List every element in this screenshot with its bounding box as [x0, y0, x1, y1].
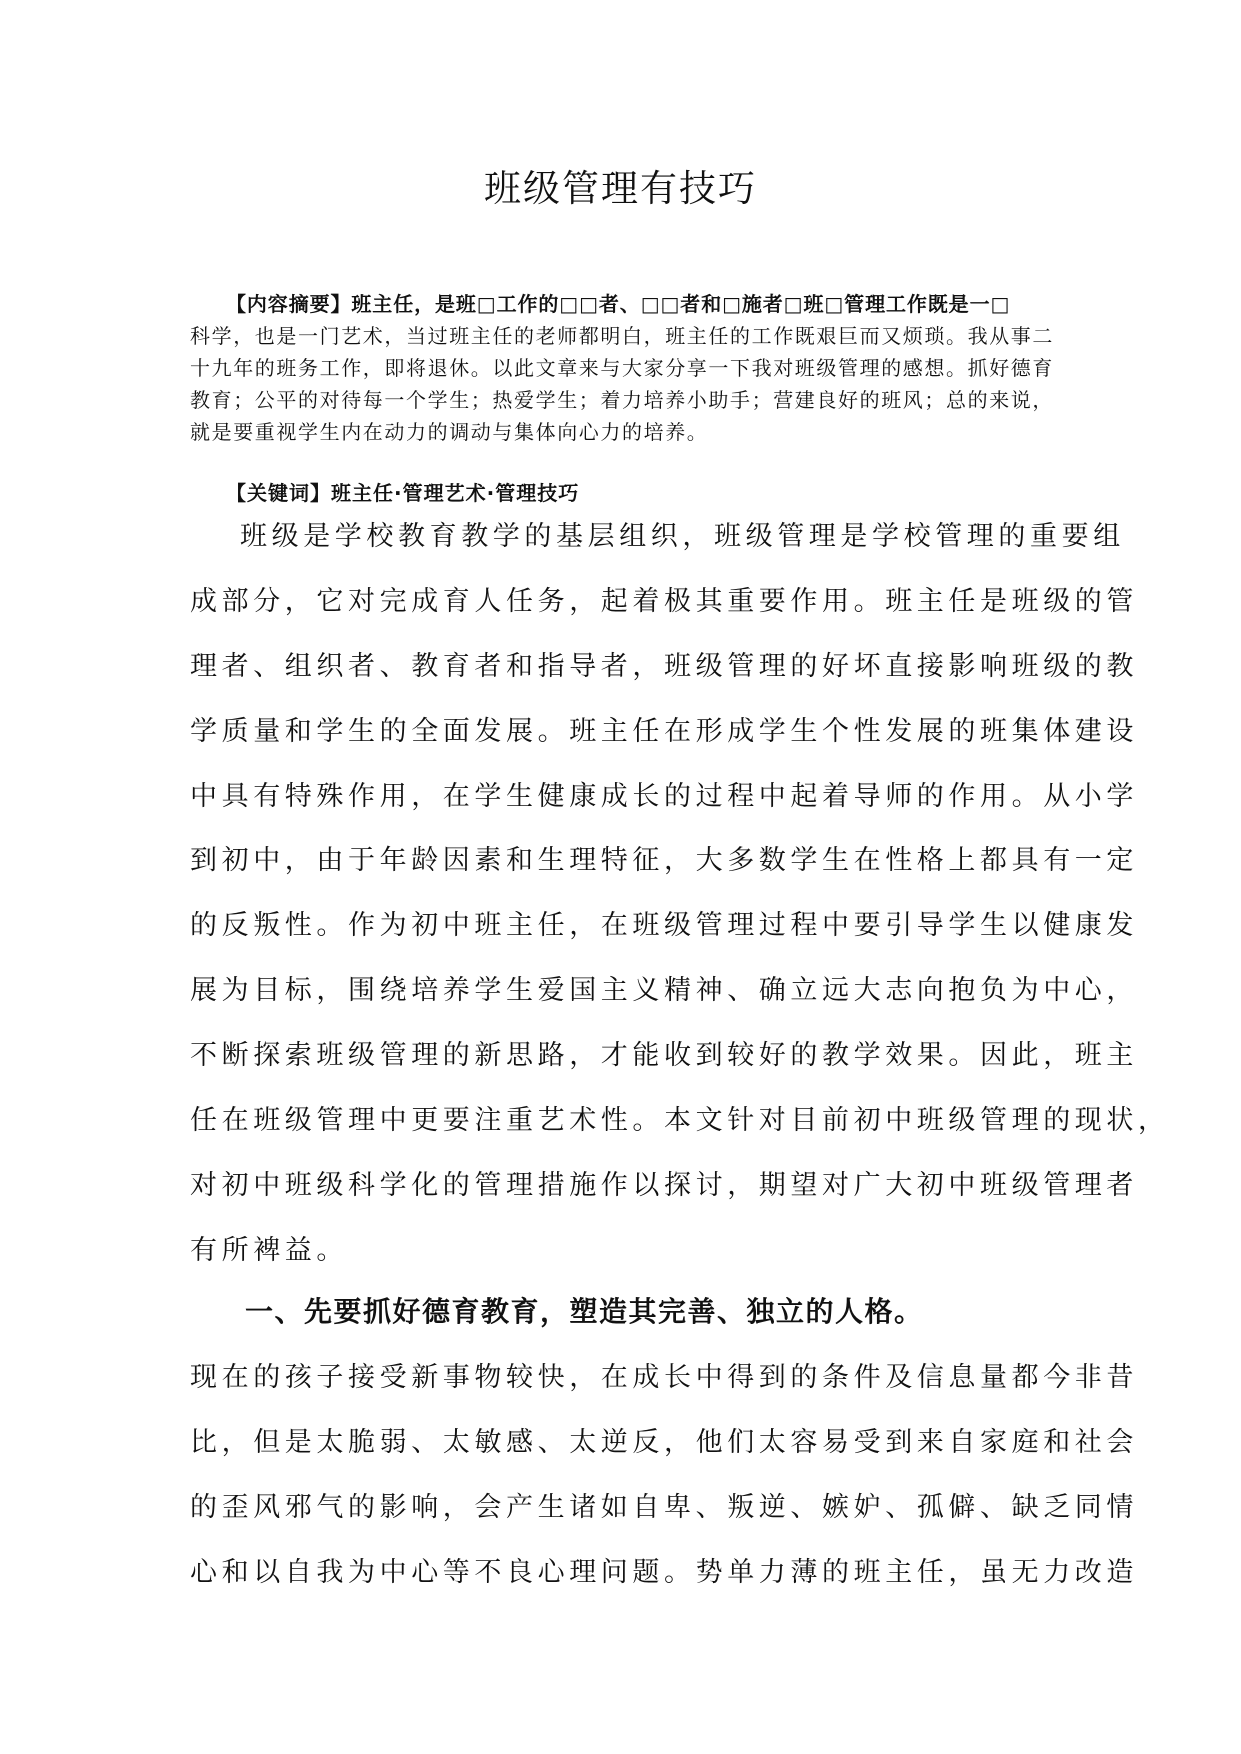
- abstract-text: 班主任，是班□工作的□□者、□□者和□施者□班□管理工作既是一□: [351, 292, 1011, 316]
- paragraph-line: 到初中，由于年龄因素和生理特征，大多数学生在性格上都具有一定: [190, 845, 1138, 877]
- paragraph-line: 不断探索班级管理的新思路，才能收到较好的教学效果。因此，班主: [190, 1040, 1138, 1072]
- paragraph-line: 学质量和学生的全面发展。班主任在形成学生个性发展的班集体建设: [190, 715, 1138, 747]
- abstract-line: 教育；公平的对待每一个学生；热爱学生；着力培养小助手；营建良好的班风；总的来说，: [190, 388, 1054, 412]
- paragraph-line: 展为目标，围绕培养学生爱国主义精神、确立远大志向抱负为中心，: [190, 975, 1138, 1007]
- abstract-line: 十九年的班务工作，即将退休。以此文章来与大家分享一下我对班级管理的感想。抓好德育: [190, 356, 1054, 380]
- paragraph-line: 任在班级管理中更要注重艺术性。本文针对目前初中班级管理的现状，: [190, 1105, 1170, 1137]
- abstract-line: [190, 288, 1050, 320]
- paragraph-line: 中具有特殊作用，在学生健康成长的过程中起着导师的作用。从小学: [190, 780, 1138, 812]
- paragraph-line: 现在的孩子接受新事物较快，在成长中得到的条件及信息量都今非昔: [190, 1362, 1138, 1393]
- paragraph-line: 的反叛性。作为初中班主任，在班级管理过程中要引导学生以健康发: [190, 910, 1138, 942]
- paragraph-line: 成部分，它对完成育人任务，起着极其重要作用。班主任是班级的管: [190, 585, 1138, 617]
- abstract-line: 就是要重视学生内在动力的调动与集体向心力的培养。: [190, 420, 709, 444]
- paragraph-line: 有所裨益。: [190, 1234, 348, 1266]
- paragraph-line: 的歪风邪气的影响，会产生诸如自卑、叛逆、嫉妒、孤僻、缺乏同情: [190, 1491, 1138, 1523]
- section-paragraph: [190, 1356, 1138, 1616]
- abstract-label: 【内容摘要】: [226, 292, 352, 316]
- document-title: 班级管理有技巧: [484, 167, 757, 210]
- section-heading: 一、先要抓好德育教育，塑造其完善、独立的人格。: [245, 1295, 924, 1328]
- keywords-line: 【关键词】班主任·管理艺术·管理技巧: [226, 481, 580, 505]
- intro-paragraph: [190, 515, 1170, 1294]
- paragraph-line: 比，但是太脆弱、太敏感、太逆反，他们太容易受到来自家庭和社会: [190, 1426, 1138, 1458]
- paragraph-line: 对初中班级科学化的管理措施作以探讨，期望对广大初中班级管理者: [190, 1169, 1138, 1201]
- abstract-line: 科学，也是一门艺术，当过班主任的老师都明白，班主任的工作既艰巨而又烦琐。我从事二: [190, 324, 1054, 348]
- abstract-section: [190, 288, 1054, 448]
- paragraph-line: 班级是学校教育教学的基层组织，班级管理是学校管理的重要组: [240, 521, 1125, 552]
- paragraph-line: 理者、组织者、教育者和指导者，班级管理的好坏直接影响班级的教: [190, 650, 1138, 682]
- paragraph-line: 心和以自我为中心等不良心理问题。势单力薄的班主任，虽无力改造: [190, 1556, 1138, 1588]
